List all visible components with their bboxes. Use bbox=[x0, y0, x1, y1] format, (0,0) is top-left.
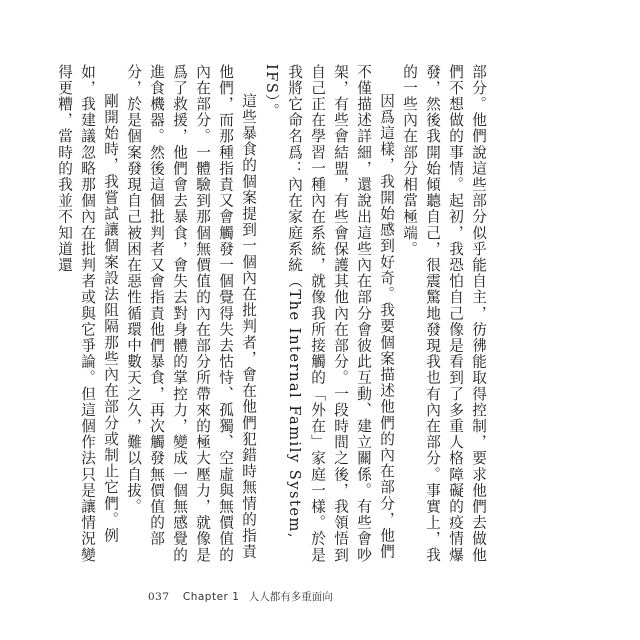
paragraph-2: 因爲這樣，我開始感到好奇。我要個案描述他們的內在部分，他們不僅描述詳細，還說出這些內在部分會彼此互動、建立關係。有些會吵架，有些會結盟，有些會保護其他內在部分。一段時間之後，我領悟到自己正在學習一種內在系統，就像我所接觸的「外在」家庭一樣。於是我將它命名爲：內在家庭系統（The Internal Family System, IFS）。 bbox=[263, 64, 395, 564]
paragraph-1: 部分。他們說這些部分似乎能自主，彷彿能取得控制，要求他們去做他們不想做的事情。起初，我恐怕自己像是看到了多重人格障礙的疫情爆發，然後我開始傾聽自己，很震驚地發現我也有內在部分。事實上，我的一些內在部分相當極端。 bbox=[401, 64, 487, 564]
page-footer bbox=[148, 589, 333, 604]
paragraph-4: 剛開始時，我嘗試讓個案設法阻隔那些內在部分或制止它們。例如，我建議忽略那個內在批判者或與它爭論。但這個作法只是讓情況變得更糟，當時的我並不知道還 bbox=[56, 64, 119, 564]
body-text bbox=[56, 64, 490, 572]
page-number: 037 bbox=[148, 591, 170, 603]
paragraph-3: 這些暴食的個案提到一個內在批判者，會在他們犯錯時無情的指責他們，而那種指責又會觸發一個覺得失去怙恃、孤獨、空虛與無價值的內在部分。一體驗到那個無價值的內在部分所帶來的極大壓力，就像是爲了救援，他們會去暴食，會失去對身體的掌控力，變成一個無感覺的進食機器。然後這個批判者又會指責他們暴食，再次觸發無價值的部分，於是個案發現自己被困在惡性循環中數天之久，難以自拔。 bbox=[125, 64, 257, 564]
chapter-label: Chapter 1 bbox=[182, 591, 240, 603]
chapter-title: 人人都有多重面向 bbox=[248, 591, 333, 603]
